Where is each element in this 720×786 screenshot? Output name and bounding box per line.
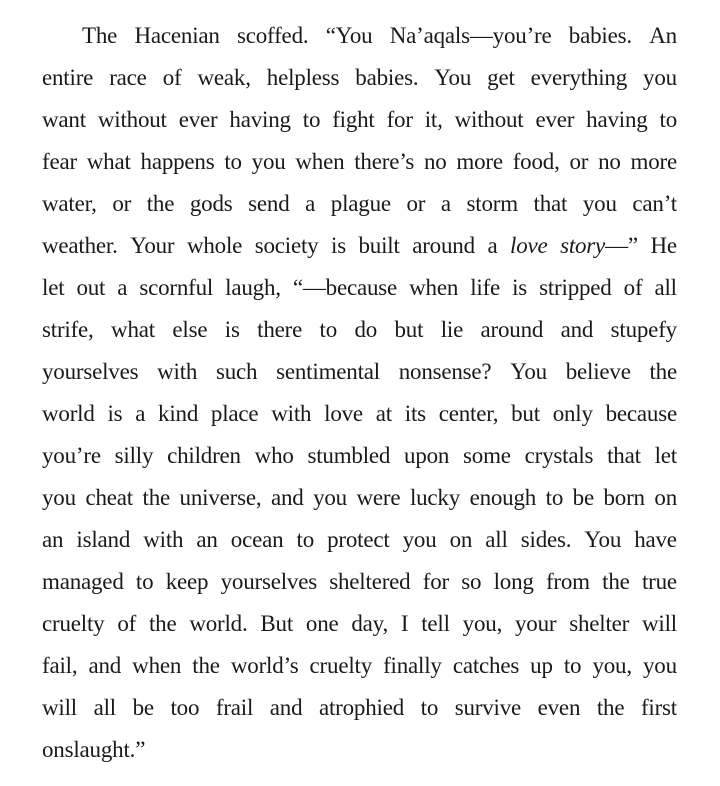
text-line [42, 230, 677, 272]
word: having [586, 107, 648, 132]
word: ever [178, 107, 218, 132]
word: even [537, 695, 581, 720]
word: so [461, 569, 482, 594]
word: the [192, 653, 220, 678]
word: all [93, 695, 116, 720]
word: “—because [292, 275, 398, 300]
word: entire [42, 65, 94, 90]
word: it, [424, 107, 443, 132]
word: world [42, 401, 95, 426]
word: or [112, 191, 132, 216]
word: you [42, 485, 76, 510]
word: the [649, 359, 677, 384]
word: but [511, 401, 540, 426]
word: for [386, 107, 413, 132]
italic-word: love [510, 233, 548, 258]
punctuation: —” [605, 233, 638, 258]
word: more [630, 149, 677, 174]
word: around [412, 233, 475, 258]
paragraph [42, 20, 677, 776]
word: an [196, 527, 218, 552]
word: to [296, 527, 314, 552]
word: long [493, 569, 534, 594]
word: when [295, 149, 345, 174]
word: ocean [230, 527, 284, 552]
word: world. [189, 611, 248, 636]
text-line [42, 398, 677, 440]
word: universe, [179, 485, 262, 510]
word: scoffed. [237, 23, 309, 48]
word: kind [158, 401, 199, 426]
line-text: onslaught.” [42, 737, 146, 762]
word: but [394, 317, 424, 342]
word: a [135, 401, 146, 426]
word: sides. [520, 527, 572, 552]
word: with [143, 527, 184, 552]
text-line [42, 440, 677, 482]
text-line [42, 314, 677, 356]
text-line [42, 608, 677, 650]
word: who [254, 443, 294, 468]
word: But [260, 611, 294, 636]
word: of [162, 65, 182, 90]
word: The [82, 23, 118, 48]
word: believe [565, 359, 631, 384]
word: be [132, 695, 154, 720]
word: island [76, 527, 131, 552]
word: protect [327, 527, 390, 552]
word: to [319, 317, 338, 342]
word: lucky [409, 485, 461, 510]
word: will [641, 611, 677, 636]
word: do [354, 317, 378, 342]
word: weak, [197, 65, 251, 90]
word: ever [535, 107, 575, 132]
text-line [42, 692, 677, 734]
word: born [603, 485, 645, 510]
word: to [224, 149, 242, 174]
word: yourselves [220, 569, 317, 594]
word: to [545, 485, 564, 510]
word: sentimental [276, 359, 380, 384]
word: have [634, 527, 677, 552]
word: weather. [42, 233, 118, 258]
word: or [569, 149, 589, 174]
word: first [640, 695, 677, 720]
word: silly [114, 443, 154, 468]
word: and [88, 653, 122, 678]
word: center, [438, 401, 499, 426]
word: race [109, 65, 147, 90]
text-line [42, 272, 677, 314]
text-line [42, 104, 677, 146]
word: from [545, 569, 590, 594]
word: up [530, 653, 553, 678]
word: there’s [354, 149, 415, 174]
word: Na’aqals—you’re [389, 23, 552, 48]
word: send [248, 191, 290, 216]
word: to [302, 107, 321, 132]
word: lie [440, 317, 464, 342]
word: some [463, 443, 511, 468]
word: will [42, 695, 77, 720]
word: is [224, 317, 240, 342]
word: society [254, 233, 319, 258]
word: no [598, 149, 621, 174]
word: get [487, 65, 515, 90]
text-line [42, 734, 677, 776]
word: enough [469, 485, 537, 510]
word: and [270, 485, 304, 510]
word: to [563, 653, 582, 678]
word: survive [454, 695, 522, 720]
word: water, [42, 191, 97, 216]
book-page [42, 20, 677, 776]
word: and [560, 317, 594, 342]
word: food, [512, 149, 560, 174]
word: cheat [85, 485, 133, 510]
word: one [305, 611, 339, 636]
word: when [132, 653, 182, 678]
word: love [324, 401, 363, 426]
word: on [654, 485, 677, 510]
word: world’s [230, 653, 299, 678]
text-line [42, 482, 677, 524]
word: to [659, 107, 677, 132]
word: you [251, 149, 286, 174]
word: day, [351, 611, 389, 636]
word: helpless [266, 65, 340, 90]
word: a [440, 191, 451, 216]
word: a [117, 275, 128, 300]
word: whole [186, 233, 243, 258]
word: “You [325, 23, 373, 48]
word: managed [42, 569, 124, 594]
word: the [142, 485, 170, 510]
word: more [456, 149, 503, 174]
text-line [42, 62, 677, 104]
word: tell [421, 611, 450, 636]
word: fight [332, 107, 375, 132]
word: crystals [524, 443, 594, 468]
word: yourselves [42, 359, 139, 384]
text-line [42, 356, 677, 398]
word: is [107, 401, 123, 426]
word: cruelty [309, 653, 373, 678]
word [560, 230, 638, 272]
word: An [649, 23, 677, 48]
word: fail, [42, 653, 78, 678]
word: the [602, 569, 630, 594]
word: your [514, 611, 557, 636]
word: shelter [569, 611, 630, 636]
word: the [148, 611, 177, 636]
word: and [269, 695, 303, 720]
word: were [356, 485, 401, 510]
word: upon [404, 443, 450, 468]
word: everything [530, 65, 628, 90]
word: children [167, 443, 241, 468]
word: all [485, 527, 508, 552]
word: the [146, 191, 175, 216]
word: let [42, 275, 65, 300]
word: is [512, 275, 528, 300]
word: around [480, 317, 544, 342]
word: stripped [539, 275, 612, 300]
word: for [422, 569, 449, 594]
word: gods [189, 191, 233, 216]
word: sheltered [329, 569, 411, 594]
word: because [605, 401, 677, 426]
word: Hacenian [134, 23, 220, 48]
word: babies. [355, 65, 419, 90]
word: what [86, 149, 131, 174]
word: having [229, 107, 291, 132]
word: else [172, 317, 208, 342]
word: the [596, 695, 625, 720]
word: happens [140, 149, 215, 174]
word: of [623, 275, 643, 300]
word: a [487, 233, 498, 258]
word: cruelty [42, 611, 105, 636]
word: plague [330, 191, 391, 216]
word: fear [42, 149, 77, 174]
word: want [42, 107, 86, 132]
word: with [271, 401, 312, 426]
word: catches [452, 653, 520, 678]
word: You [434, 65, 472, 90]
word: you [402, 527, 437, 552]
word: finally [383, 653, 442, 678]
word: is [331, 233, 346, 258]
word: you [643, 65, 677, 90]
word: only [552, 401, 593, 426]
word: can’t [632, 191, 677, 216]
word: you, [592, 653, 632, 678]
word: built [358, 233, 400, 258]
word: true [641, 569, 677, 594]
word: He [650, 233, 677, 258]
word: You [510, 359, 547, 384]
word: stupefy [610, 317, 677, 342]
word: a [305, 191, 316, 216]
word: atrophied [318, 695, 405, 720]
word: of [117, 611, 137, 636]
word: frail [215, 695, 254, 720]
word: there [257, 317, 303, 342]
word: without [454, 107, 524, 132]
text-line [42, 650, 677, 692]
word: life [470, 275, 501, 300]
text-line [42, 146, 677, 188]
word: all [654, 275, 677, 300]
text-line [42, 188, 677, 230]
word: babies. [568, 23, 632, 48]
word: out [76, 275, 106, 300]
word: an [42, 527, 64, 552]
word: too [170, 695, 200, 720]
text-line [42, 566, 677, 608]
word: at [375, 401, 392, 426]
word: without [97, 107, 167, 132]
word: you [642, 653, 677, 678]
word: keep [165, 569, 209, 594]
word: stumbled [307, 443, 391, 468]
word: scornful [139, 275, 214, 300]
word: or [406, 191, 426, 216]
word: I [400, 611, 409, 636]
word: you [582, 191, 617, 216]
italic-word: story [560, 233, 606, 258]
word: you’re [42, 443, 101, 468]
word: strife, [42, 317, 94, 342]
word: let [654, 443, 677, 468]
word: to [135, 569, 154, 594]
word: that [533, 191, 568, 216]
text-line [42, 524, 677, 566]
word: laugh, [225, 275, 281, 300]
word: with [157, 359, 198, 384]
word: place [210, 401, 259, 426]
word: no [423, 149, 447, 174]
word: what [111, 317, 155, 342]
word: You [584, 527, 622, 552]
word: you [313, 485, 347, 510]
word: on [449, 527, 473, 552]
word: you, [462, 611, 503, 636]
word: storm [466, 191, 518, 216]
word: be [572, 485, 594, 510]
word: nonsense? [398, 359, 492, 384]
word: when [409, 275, 459, 300]
word: Your [130, 233, 175, 258]
word: such [216, 359, 258, 384]
text-line [42, 20, 677, 62]
word: its [404, 401, 426, 426]
word: to [420, 695, 439, 720]
word: that [607, 443, 641, 468]
